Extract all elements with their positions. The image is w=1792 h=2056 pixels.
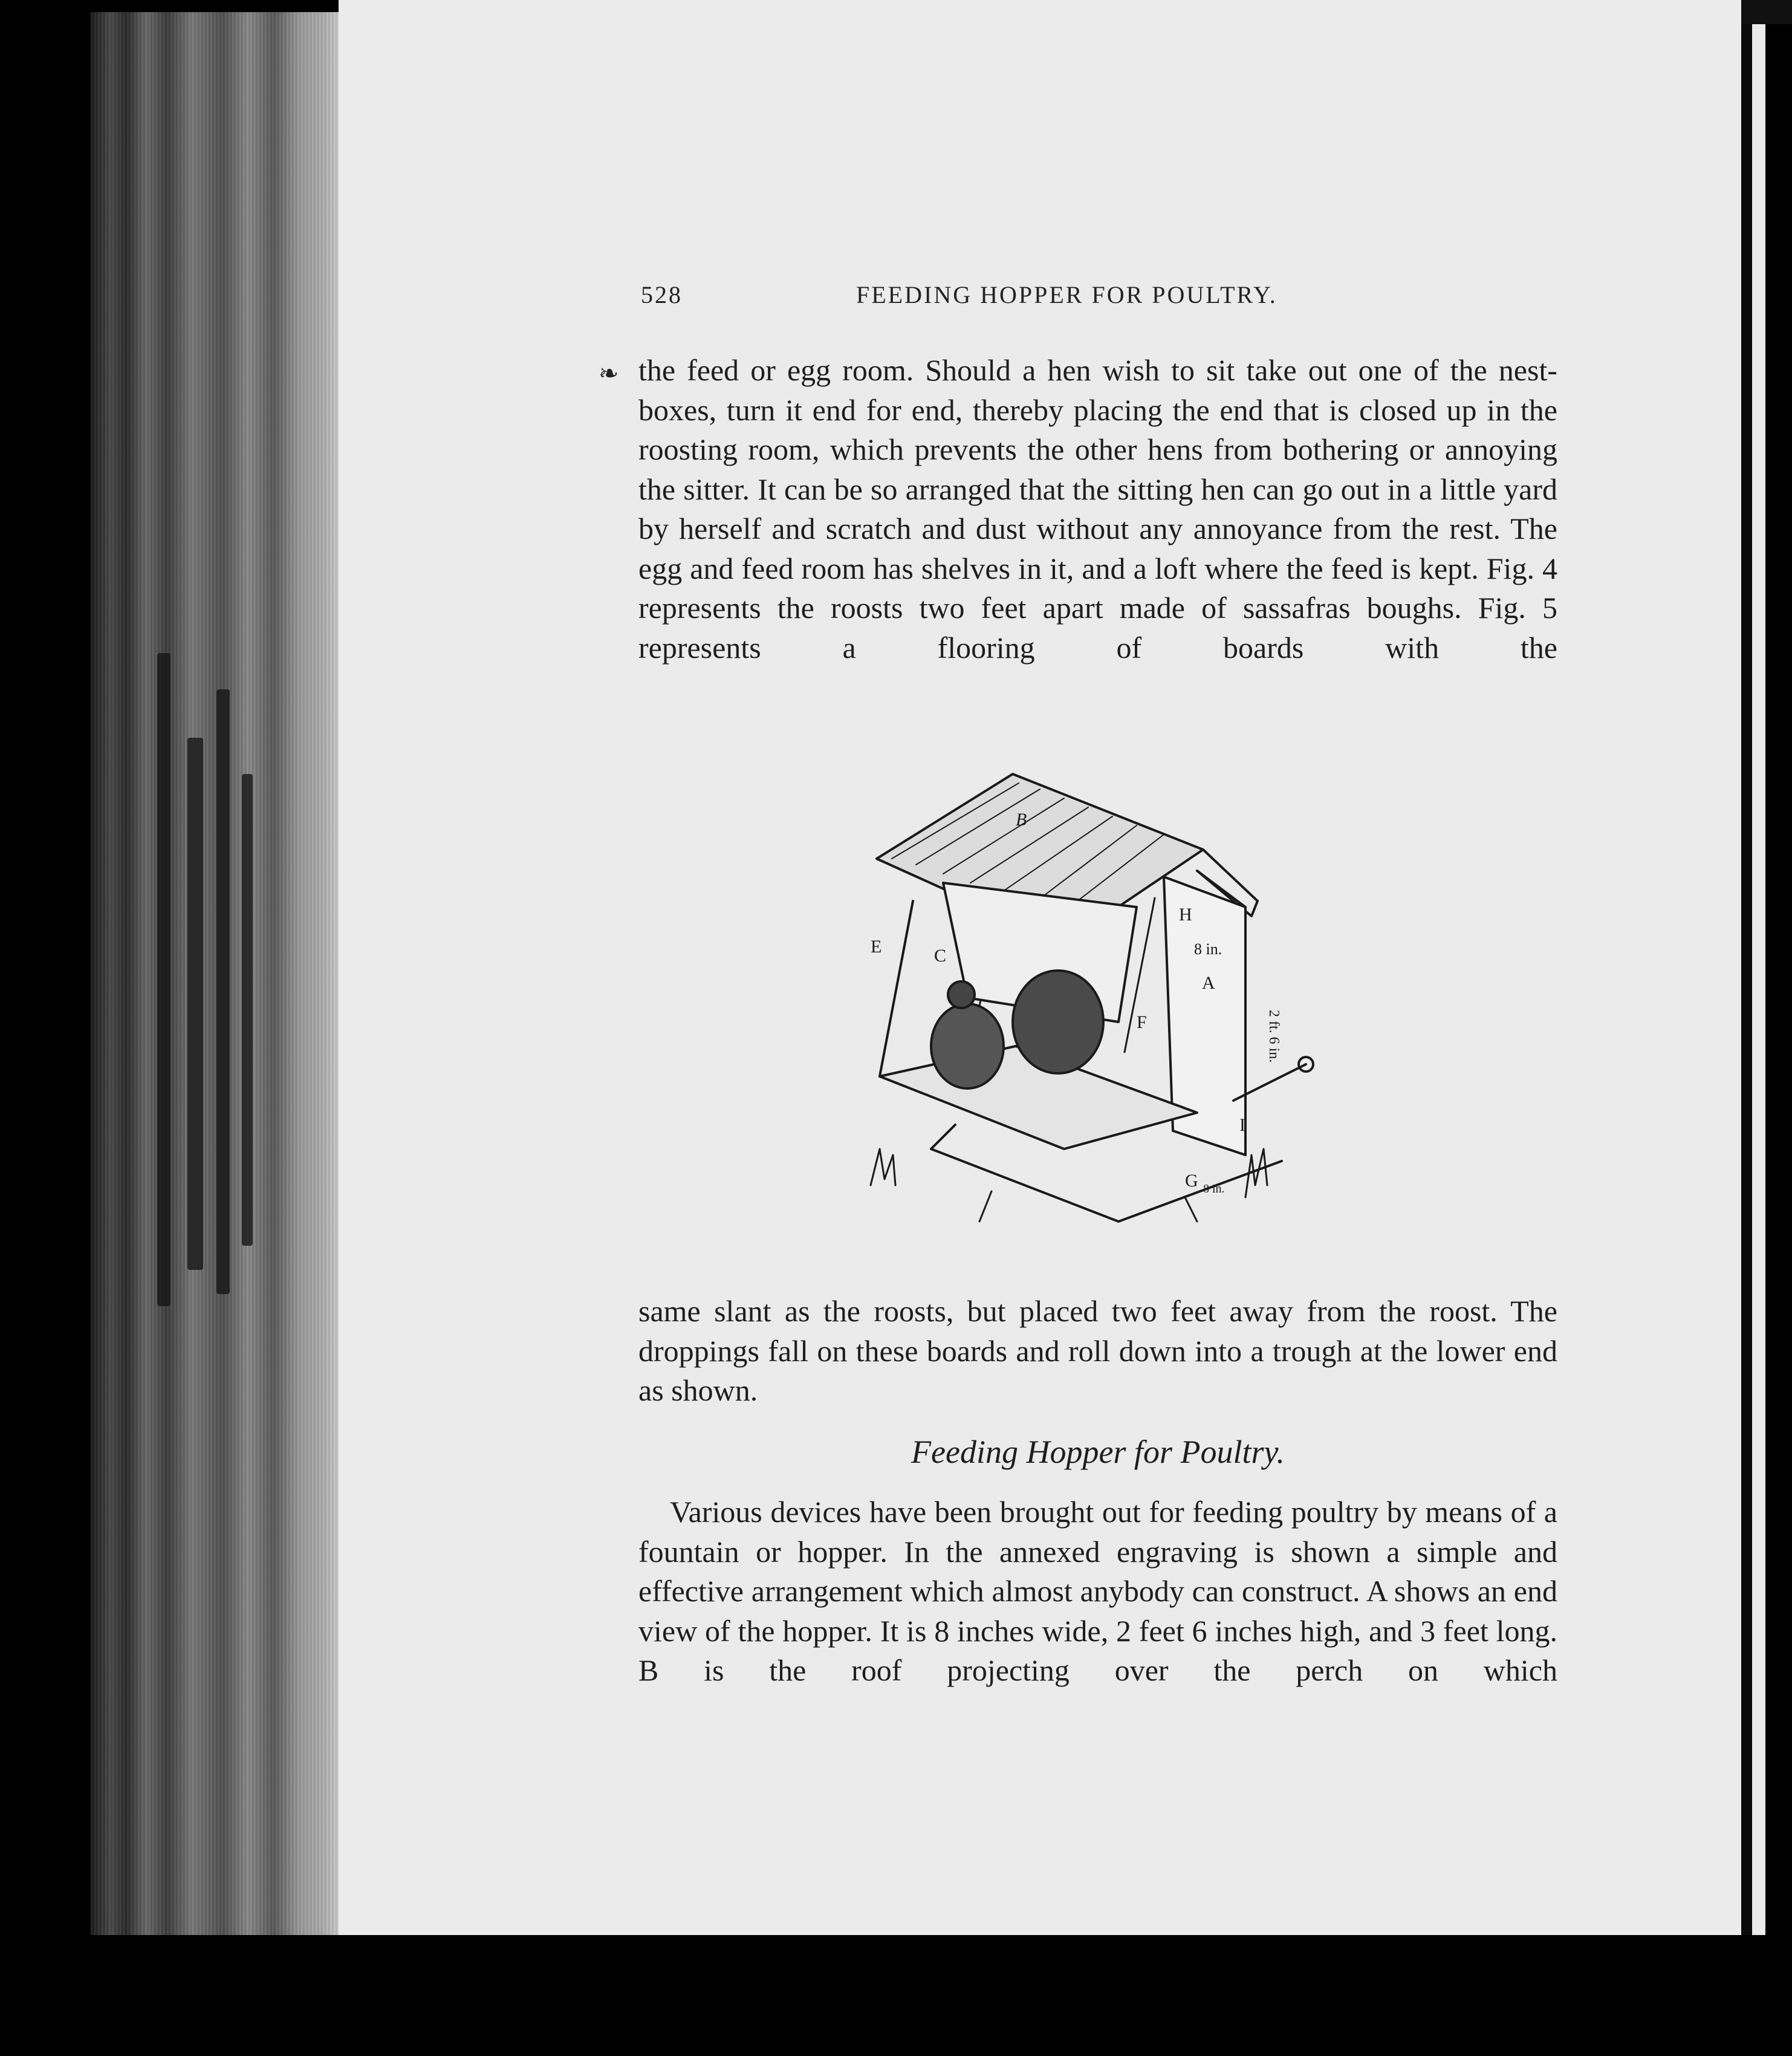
hen-illustration xyxy=(1013,971,1103,1073)
figure-label-height: 2 ft. 6 in. xyxy=(1266,1010,1282,1063)
spine-mark xyxy=(157,653,170,1306)
figure-label-e: E xyxy=(871,937,882,957)
spine-mark xyxy=(187,738,203,1270)
running-title: FEEDING HOPPER FOR POULTRY. xyxy=(856,281,1277,308)
spine-mark xyxy=(242,774,253,1246)
figure-label-f: F xyxy=(1137,1012,1147,1032)
figure-label-b: B xyxy=(1016,810,1027,830)
paragraph: Various devices have been brought out for feeding poultry by means of a fountain or hopper. In the annexed engraving is shown a simple and effective arrangement which almost anybody can construct. A shows an end view of the hopper. It is 8 inches wide, 2 feet 6 inches high, and 3 feet long. B is the roof projecting over the perch on which xyxy=(638,1495,1557,1687)
paragraph: same slant as the roosts, but placed two feet away from the roost. The droppings fall on these boards and roll down into a trough at the lower end as shown. xyxy=(638,1294,1557,1407)
running-head xyxy=(641,281,1354,317)
feeding-hopper-illustration xyxy=(859,762,1342,1258)
figure-label-i: I xyxy=(1239,1115,1245,1135)
hen-illustration xyxy=(931,1004,1004,1088)
figure-label-width: 8 in. xyxy=(1194,940,1222,958)
spine-mark xyxy=(216,689,230,1294)
margin-mark: ❧ xyxy=(599,360,619,387)
section-heading: Feeding Hopper for Poultry. xyxy=(911,1434,1285,1470)
figure-label-h: H xyxy=(1179,905,1192,925)
spine-lettering xyxy=(145,653,260,1355)
page-number: 528 xyxy=(641,281,683,308)
paragraph-continued: the feed or egg room. Should a hen wish to sit take out one of the nest-boxes, turn it end for end, thereby placing the end that is closed up in the roosting room, which prevents the other hens from bothering or annoying the sitter. It can be so arranged that the sitting hen can go out in a little yard by herself and scratch and dust without any annoyance from the rest. The egg and feed room has shelves in it, and a loft where the feed is kept. Fig. 4 represents the roosts two feet apart made of sassafras boughs. Fig. 5 represents a flooring of boards with the xyxy=(638,353,1557,665)
figure-label-c: C xyxy=(934,946,947,966)
page-right-shadow xyxy=(1741,24,1752,1935)
figure-label-a: A xyxy=(1202,973,1215,993)
figure-label-g: G xyxy=(1185,1171,1198,1191)
figure-label-base: 8 in. xyxy=(1203,1182,1225,1196)
scan-border xyxy=(1741,0,1792,24)
